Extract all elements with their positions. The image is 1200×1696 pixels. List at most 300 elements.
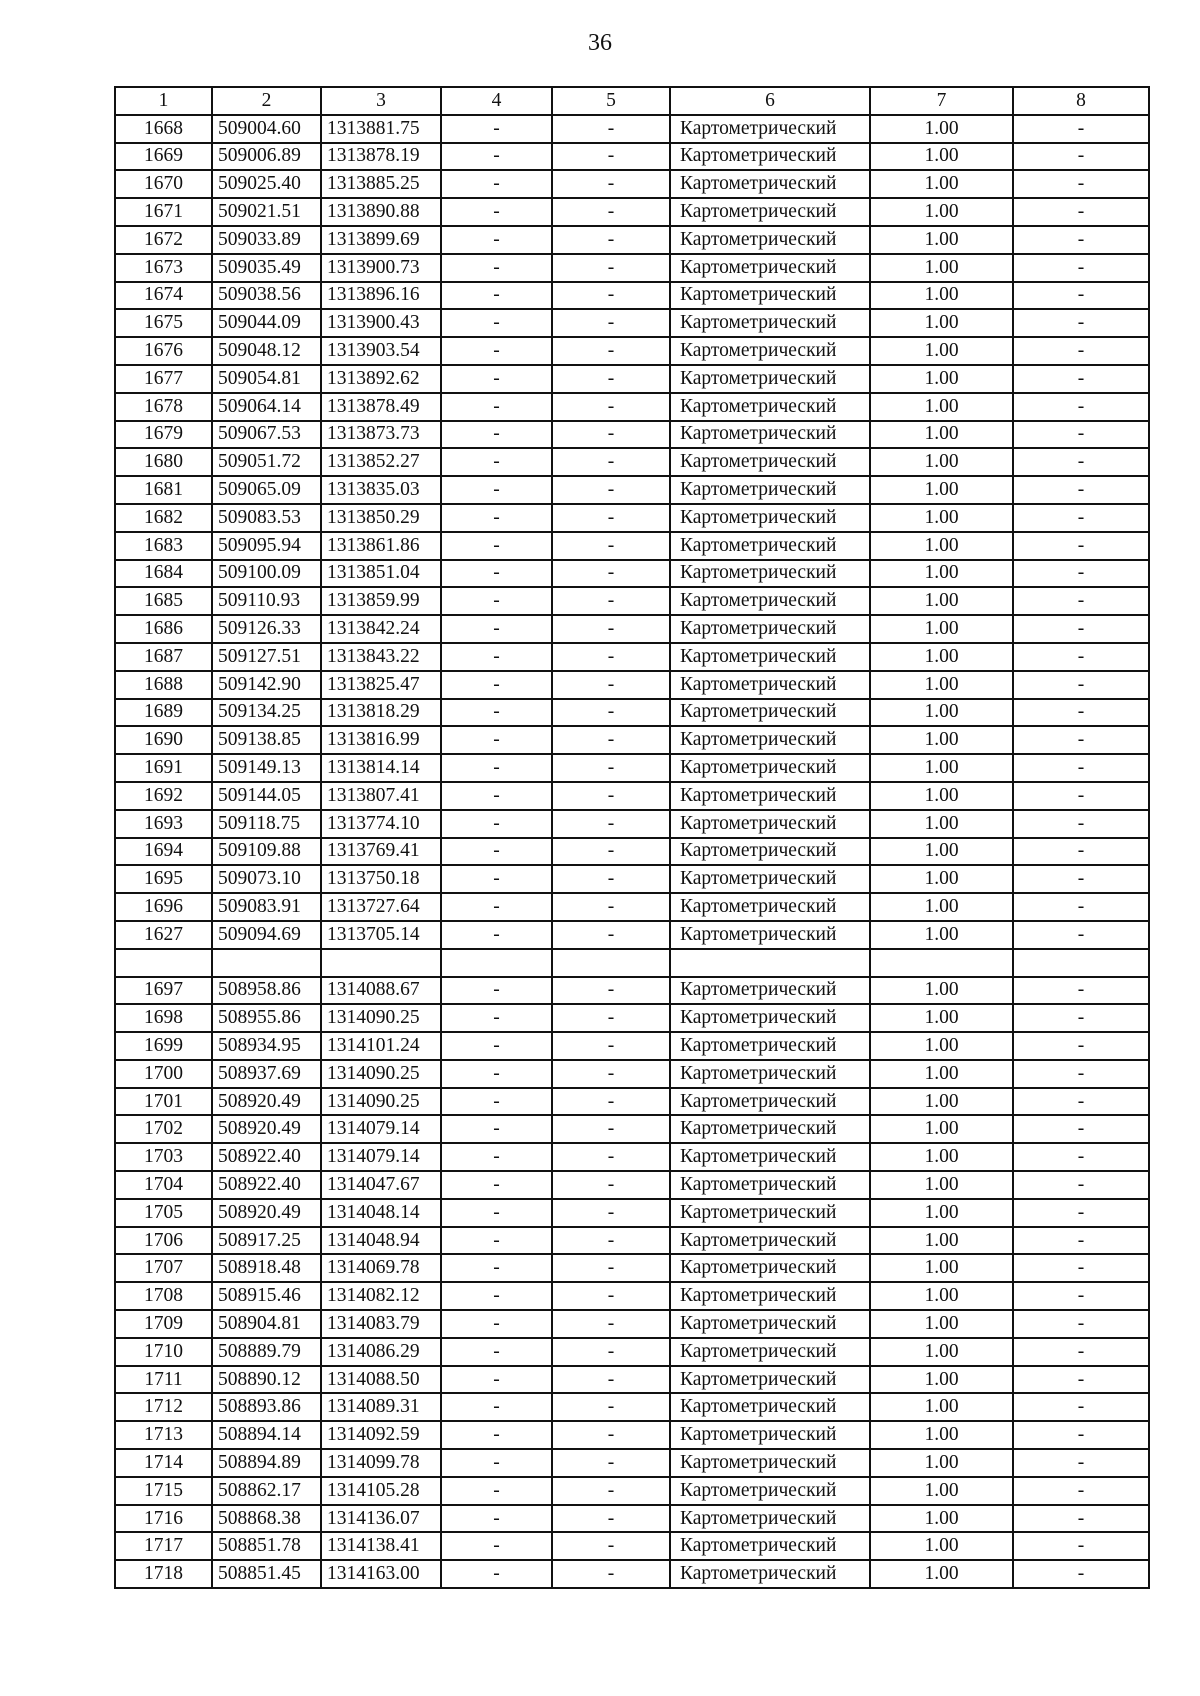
table-cell: 1314079.14 <box>321 1115 441 1143</box>
table-cell: - <box>1013 532 1149 560</box>
table-cell: 508918.48 <box>212 1254 321 1282</box>
table-cell: 1313890.88 <box>321 198 441 226</box>
table-cell: 1313861.86 <box>321 532 441 560</box>
table-cell: - <box>552 1505 670 1533</box>
table-cell: 1705 <box>115 1199 212 1227</box>
table-cell: Картометрический <box>670 699 870 727</box>
table-cell: Картометрический <box>670 1338 870 1366</box>
table-row <box>115 1532 1149 1560</box>
table-cell: 509021.51 <box>212 198 321 226</box>
table-row <box>115 1032 1149 1060</box>
table-cell: Картометрический <box>670 254 870 282</box>
table-cell: 1700 <box>115 1060 212 1088</box>
table-cell: 1704 <box>115 1171 212 1199</box>
table-cell: - <box>552 1115 670 1143</box>
table-cell: - <box>552 504 670 532</box>
table-cell: 1.00 <box>870 699 1013 727</box>
table-cell: Картометрический <box>670 393 870 421</box>
table-cell: 1690 <box>115 726 212 754</box>
table-cell: 509004.60 <box>212 115 321 143</box>
table-cell: - <box>552 1199 670 1227</box>
table-cell: 1313903.54 <box>321 337 441 365</box>
table-cell: - <box>1013 643 1149 671</box>
table-cell: 1.00 <box>870 309 1013 337</box>
table-cell: - <box>1013 1477 1149 1505</box>
table-cell: Картометрический <box>670 726 870 754</box>
table-cell: - <box>552 365 670 393</box>
table-cell: - <box>441 504 552 532</box>
table-cell: Картометрический <box>670 1060 870 1088</box>
table-cell: 1313842.24 <box>321 615 441 643</box>
table-cell: Картометрический <box>670 448 870 476</box>
table-cell: Картометрический <box>670 365 870 393</box>
table-cell: 1313852.27 <box>321 448 441 476</box>
table-cell: 1711 <box>115 1366 212 1394</box>
table-cell: 1702 <box>115 1115 212 1143</box>
table-cell: 1.00 <box>870 726 1013 754</box>
table-cell: - <box>441 532 552 560</box>
table-cell: 1.00 <box>870 810 1013 838</box>
table-cell: - <box>552 115 670 143</box>
table-cell: 1313899.69 <box>321 226 441 254</box>
table-cell: 1.00 <box>870 1532 1013 1560</box>
table-cell: 1314079.14 <box>321 1143 441 1171</box>
table-cell: Картометрический <box>670 921 870 949</box>
table-cell: 508851.78 <box>212 1532 321 1560</box>
table-cell: 1717 <box>115 1532 212 1560</box>
table-cell: 1313774.10 <box>321 810 441 838</box>
table-cell: 509051.72 <box>212 448 321 476</box>
table-cell: 1.00 <box>870 1477 1013 1505</box>
table-cell: - <box>441 754 552 782</box>
table-cell: 509044.09 <box>212 309 321 337</box>
table-cell: Картометрический <box>670 1227 870 1255</box>
table-cell: - <box>552 309 670 337</box>
table-cell: - <box>1013 893 1149 921</box>
table-cell: 509035.49 <box>212 254 321 282</box>
table-cell: 508868.38 <box>212 1505 321 1533</box>
table-cell: - <box>1013 1115 1149 1143</box>
table-cell: 1.00 <box>870 921 1013 949</box>
table-cell: - <box>1013 587 1149 615</box>
table-row <box>115 115 1149 143</box>
table-cell: Картометрический <box>670 1449 870 1477</box>
table-cell: Картометрический <box>670 1310 870 1338</box>
table-cell: 508862.17 <box>212 1477 321 1505</box>
table-cell: 508920.49 <box>212 1088 321 1116</box>
table-cell: 508920.49 <box>212 1199 321 1227</box>
table-cell: 1703 <box>115 1143 212 1171</box>
table-cell: 1314138.41 <box>321 1532 441 1560</box>
table-cell: - <box>1013 115 1149 143</box>
table-cell: 1313850.29 <box>321 504 441 532</box>
table-cell: 509054.81 <box>212 365 321 393</box>
table-cell: Картометрический <box>670 643 870 671</box>
table-row <box>115 421 1149 449</box>
table-cell: 1314088.67 <box>321 977 441 1005</box>
table-cell: 1627 <box>115 921 212 949</box>
table-cell: 1314092.59 <box>321 1421 441 1449</box>
table-row <box>115 1449 1149 1477</box>
table-cell: 1.00 <box>870 476 1013 504</box>
table-cell: 1.00 <box>870 1143 1013 1171</box>
table-body <box>115 115 1149 1588</box>
table-cell: 508889.79 <box>212 1338 321 1366</box>
table-cell: 1682 <box>115 504 212 532</box>
table-cell: - <box>441 615 552 643</box>
table-cell <box>870 949 1013 977</box>
table-cell: - <box>1013 1532 1149 1560</box>
table-cell: - <box>1013 810 1149 838</box>
table-cell: - <box>441 1115 552 1143</box>
table-cell: 508904.81 <box>212 1310 321 1338</box>
table-cell: - <box>552 1532 670 1560</box>
table-cell: 1.00 <box>870 393 1013 421</box>
table-cell: - <box>441 226 552 254</box>
table-cell: - <box>552 699 670 727</box>
table-cell: 1691 <box>115 754 212 782</box>
table-cell: - <box>552 671 670 699</box>
table-cell: - <box>441 1366 552 1394</box>
table-cell: Картометрический <box>670 587 870 615</box>
table-cell: 1.00 <box>870 1171 1013 1199</box>
table-row <box>115 810 1149 838</box>
table-cell: 1707 <box>115 1254 212 1282</box>
table-cell: 1708 <box>115 1282 212 1310</box>
table-cell: - <box>441 393 552 421</box>
table-cell: 1.00 <box>870 1449 1013 1477</box>
table-row <box>115 1088 1149 1116</box>
table-row <box>115 615 1149 643</box>
table-cell: - <box>441 810 552 838</box>
table-cell <box>115 949 212 977</box>
table-cell: 508922.40 <box>212 1171 321 1199</box>
table-cell: 1683 <box>115 532 212 560</box>
table-cell: 1.00 <box>870 1199 1013 1227</box>
table-cell: 1710 <box>115 1338 212 1366</box>
table-cell: - <box>1013 476 1149 504</box>
table-cell: - <box>441 977 552 1005</box>
table-cell: 1313816.99 <box>321 726 441 754</box>
table-cell: 1.00 <box>870 1366 1013 1394</box>
table-cell: - <box>441 671 552 699</box>
table-cell: - <box>1013 1254 1149 1282</box>
table-cell: 1.00 <box>870 1088 1013 1116</box>
table-cell: 1314048.94 <box>321 1227 441 1255</box>
table-cell: - <box>1013 1199 1149 1227</box>
table-row <box>115 1310 1149 1338</box>
table-cell: 1695 <box>115 865 212 893</box>
table-cell: 509048.12 <box>212 337 321 365</box>
table-cell: 1.00 <box>870 1115 1013 1143</box>
table-cell: Картометрический <box>670 865 870 893</box>
table-cell: 1313727.64 <box>321 893 441 921</box>
table-cell: 508917.25 <box>212 1227 321 1255</box>
table-cell: - <box>1013 421 1149 449</box>
table-cell: 1668 <box>115 115 212 143</box>
table-cell: 509094.69 <box>212 921 321 949</box>
table-cell: 1676 <box>115 337 212 365</box>
table-cell: 1313885.25 <box>321 170 441 198</box>
table-cell: - <box>552 893 670 921</box>
table-cell: 1.00 <box>870 1421 1013 1449</box>
table-cell: - <box>441 282 552 310</box>
table-row <box>115 1393 1149 1421</box>
table-cell: 509149.13 <box>212 754 321 782</box>
table-cell: 1.00 <box>870 1282 1013 1310</box>
table-row <box>115 282 1149 310</box>
table-cell: 1.00 <box>870 1004 1013 1032</box>
table-cell: 509064.14 <box>212 393 321 421</box>
table-cell: 1677 <box>115 365 212 393</box>
table-cell: - <box>441 198 552 226</box>
table-row <box>115 476 1149 504</box>
table-row <box>115 921 1149 949</box>
table-cell: 1314089.31 <box>321 1393 441 1421</box>
table-cell: 509144.05 <box>212 782 321 810</box>
table-row <box>115 393 1149 421</box>
table-cell: - <box>1013 1171 1149 1199</box>
table-cell: - <box>441 365 552 393</box>
table-cell: - <box>441 1449 552 1477</box>
table-cell: - <box>441 699 552 727</box>
table-cell: Картометрический <box>670 1004 870 1032</box>
table-cell: 1314083.79 <box>321 1310 441 1338</box>
table-cell: 1712 <box>115 1393 212 1421</box>
table-cell: - <box>441 782 552 810</box>
table-cell: 1709 <box>115 1310 212 1338</box>
table-cell: 1.00 <box>870 365 1013 393</box>
table-cell: 1313900.43 <box>321 309 441 337</box>
table-cell: 1.00 <box>870 1505 1013 1533</box>
table-row <box>115 1115 1149 1143</box>
table-cell: - <box>1013 1004 1149 1032</box>
table-cell: - <box>552 1560 670 1588</box>
table-cell: 1.00 <box>870 1254 1013 1282</box>
table-cell: 1314136.07 <box>321 1505 441 1533</box>
table-row <box>115 1505 1149 1533</box>
table-cell: 1.00 <box>870 560 1013 588</box>
table-cell: Картометрический <box>670 560 870 588</box>
table-cell: 1.00 <box>870 532 1013 560</box>
table-cell: 1686 <box>115 615 212 643</box>
table-cell <box>670 949 870 977</box>
table-cell: - <box>441 643 552 671</box>
table-row <box>115 1254 1149 1282</box>
table-cell: 1.00 <box>870 504 1013 532</box>
table-cell: - <box>552 810 670 838</box>
table-cell: 1681 <box>115 476 212 504</box>
table-row <box>115 448 1149 476</box>
table-cell: - <box>552 865 670 893</box>
table-cell: - <box>441 1338 552 1366</box>
table-cell: Картометрический <box>670 309 870 337</box>
table-cell: - <box>441 1171 552 1199</box>
table-cell: 1313750.18 <box>321 865 441 893</box>
table-cell: Картометрический <box>670 143 870 171</box>
table-cell: - <box>552 448 670 476</box>
table-cell: 1.00 <box>870 198 1013 226</box>
table-row <box>115 1143 1149 1171</box>
table-cell: - <box>441 309 552 337</box>
table-cell: - <box>1013 1449 1149 1477</box>
table-cell: 1.00 <box>870 254 1013 282</box>
table-cell: Картометрический <box>670 1115 870 1143</box>
table-cell: - <box>441 921 552 949</box>
table-cell: 1673 <box>115 254 212 282</box>
table-cell: 509065.09 <box>212 476 321 504</box>
table-cell: 1314105.28 <box>321 1477 441 1505</box>
table-cell: 1314090.25 <box>321 1088 441 1116</box>
table-cell: - <box>1013 1366 1149 1394</box>
table-cell: - <box>441 1088 552 1116</box>
table-cell: - <box>441 476 552 504</box>
table-cell: 1.00 <box>870 421 1013 449</box>
table-cell: Картометрический <box>670 1532 870 1560</box>
table-cell: - <box>441 865 552 893</box>
table-cell: 1314047.67 <box>321 1171 441 1199</box>
table-row <box>115 1477 1149 1505</box>
table-cell: - <box>441 838 552 866</box>
table-cell: 508955.86 <box>212 1004 321 1032</box>
table-row <box>115 587 1149 615</box>
table-cell: 508915.46 <box>212 1282 321 1310</box>
table-cell: Картометрический <box>670 504 870 532</box>
table-cell: - <box>1013 782 1149 810</box>
table-cell: Картометрический <box>670 1199 870 1227</box>
table-cell: 508958.86 <box>212 977 321 1005</box>
table-cell: 509033.89 <box>212 226 321 254</box>
table-cell <box>321 949 441 977</box>
table-cell: - <box>1013 1282 1149 1310</box>
table-cell: 1671 <box>115 198 212 226</box>
table-cell: 1.00 <box>870 282 1013 310</box>
table-cell: 509126.33 <box>212 615 321 643</box>
table-row <box>115 560 1149 588</box>
table-cell: - <box>552 1421 670 1449</box>
table-cell: 1.00 <box>870 671 1013 699</box>
table-row <box>115 1421 1149 1449</box>
table-cell: - <box>1013 282 1149 310</box>
coordinates-table <box>114 86 1150 1589</box>
column-header-1: 1 <box>115 87 212 115</box>
table-cell: - <box>552 587 670 615</box>
table-cell: - <box>1013 143 1149 171</box>
table-cell: - <box>552 170 670 198</box>
table-cell: 1313881.75 <box>321 115 441 143</box>
table-cell: - <box>441 115 552 143</box>
table-row <box>115 977 1149 1005</box>
table-row <box>115 1338 1149 1366</box>
table-cell: 1313878.49 <box>321 393 441 421</box>
table-row <box>115 782 1149 810</box>
table-cell: 1313851.04 <box>321 560 441 588</box>
table-cell: Картометрический <box>670 170 870 198</box>
table-cell: 1715 <box>115 1477 212 1505</box>
table-cell: - <box>1013 699 1149 727</box>
table-cell: - <box>552 1032 670 1060</box>
table-cell: - <box>1013 1393 1149 1421</box>
table-cell: 509006.89 <box>212 143 321 171</box>
table-cell: Картометрический <box>670 1366 870 1394</box>
table-cell: - <box>441 1282 552 1310</box>
table-cell: 1680 <box>115 448 212 476</box>
table-cell: 1313705.14 <box>321 921 441 949</box>
table-cell: Картометрический <box>670 615 870 643</box>
table-cell: 509138.85 <box>212 726 321 754</box>
table-cell: - <box>441 1505 552 1533</box>
table-row <box>115 309 1149 337</box>
table-cell: 1694 <box>115 838 212 866</box>
table-cell: 1718 <box>115 1560 212 1588</box>
table-cell: - <box>1013 1421 1149 1449</box>
table-cell: 509095.94 <box>212 532 321 560</box>
table-cell: 1313818.29 <box>321 699 441 727</box>
table-cell: Картометрический <box>670 977 870 1005</box>
table-cell: - <box>1013 671 1149 699</box>
table-row <box>115 1366 1149 1394</box>
table-row <box>115 170 1149 198</box>
table-cell: Картометрический <box>670 1282 870 1310</box>
table-cell: 1.00 <box>870 1338 1013 1366</box>
column-header-8: 8 <box>1013 87 1149 115</box>
table-cell: - <box>1013 865 1149 893</box>
table-cell: 1.00 <box>870 1227 1013 1255</box>
table-cell: - <box>1013 726 1149 754</box>
table-cell: - <box>1013 309 1149 337</box>
table-cell: - <box>552 337 670 365</box>
table-cell: - <box>441 254 552 282</box>
table-cell: 1696 <box>115 893 212 921</box>
table-row <box>115 865 1149 893</box>
table-cell: 1689 <box>115 699 212 727</box>
table-cell: 509073.10 <box>212 865 321 893</box>
table-cell: - <box>552 1449 670 1477</box>
table-cell: 1.00 <box>870 977 1013 1005</box>
column-header-2: 2 <box>212 87 321 115</box>
table-cell: - <box>1013 198 1149 226</box>
table-cell: Картометрический <box>670 838 870 866</box>
table-cell: - <box>1013 1227 1149 1255</box>
table-row <box>115 838 1149 866</box>
table-row <box>115 643 1149 671</box>
table-cell: 1675 <box>115 309 212 337</box>
table-cell: Картометрический <box>670 810 870 838</box>
table-cell: 509110.93 <box>212 587 321 615</box>
table-row <box>115 1282 1149 1310</box>
table-cell: 509083.91 <box>212 893 321 921</box>
table-cell: 1313814.14 <box>321 754 441 782</box>
table-cell: - <box>441 143 552 171</box>
table-cell: 509142.90 <box>212 671 321 699</box>
table-cell: 509127.51 <box>212 643 321 671</box>
table-cell: - <box>552 1088 670 1116</box>
table-cell: - <box>441 1393 552 1421</box>
column-header-7: 7 <box>870 87 1013 115</box>
table-cell: - <box>1013 393 1149 421</box>
table-cell: - <box>1013 1032 1149 1060</box>
table-row <box>115 254 1149 282</box>
table-cell: 1.00 <box>870 1560 1013 1588</box>
table-cell: 1314090.25 <box>321 1060 441 1088</box>
table-cell: 1313873.73 <box>321 421 441 449</box>
table-cell: - <box>552 1227 670 1255</box>
table-cell: 1672 <box>115 226 212 254</box>
table-cell: 1.00 <box>870 170 1013 198</box>
page-number: 36 <box>588 30 612 56</box>
table-cell: 1679 <box>115 421 212 449</box>
table-cell: - <box>552 282 670 310</box>
